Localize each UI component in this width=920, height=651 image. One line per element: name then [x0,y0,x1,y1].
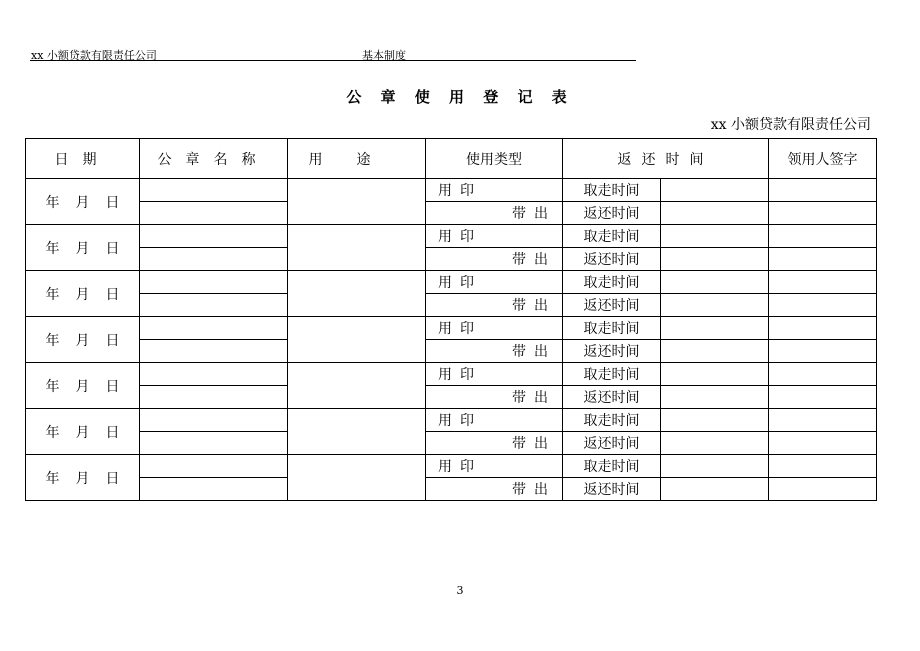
return-time-label: 返还时间 [563,478,661,501]
date-year-label: 年 [45,194,60,211]
seal-name-cell[interactable] [140,317,288,340]
table-row [26,317,877,340]
table-row [26,271,877,294]
table-row [26,478,877,501]
return-time-label: 返还时间 [563,340,661,363]
usage-type-takeout: 带出 [426,294,563,317]
usage-type-takeout: 带出 [426,248,563,271]
date-year-label: 年 [45,470,60,487]
seal-name-cell[interactable] [140,478,288,501]
return-time-value[interactable] [661,340,769,363]
take-time-value[interactable] [661,363,769,386]
date-month-label: 月 [75,194,90,211]
return-time-value[interactable] [661,202,769,225]
purpose-cell[interactable] [288,179,426,225]
take-time-label: 取走时间 [563,179,661,202]
table-row [26,225,877,248]
return-time-label: 返还时间 [563,202,661,225]
header-rule [30,60,636,61]
usage-type-takeout: 带出 [426,478,563,501]
usage-type-takeout: 带出 [426,340,563,363]
table-row [26,409,877,432]
col-return-time: 返还时间 [563,139,769,179]
date-month-label: 月 [75,378,90,395]
usage-type-stamp: 用印 [426,179,563,202]
table-row [26,386,877,409]
date-month-label: 月 [75,286,90,303]
usage-type-stamp: 用印 [426,363,563,386]
date-day-label: 日 [105,286,120,303]
take-time-value[interactable] [661,271,769,294]
seal-name-cell[interactable] [140,294,288,317]
purpose-cell[interactable] [288,455,426,501]
signature-cell[interactable] [769,248,877,271]
table-row [26,432,877,455]
seal-name-cell[interactable] [140,202,288,225]
date-cell[interactable] [26,225,140,271]
seal-name-cell[interactable] [140,363,288,386]
col-signature: 领用人签字 [769,139,877,179]
seal-name-cell[interactable] [140,179,288,202]
table-row [26,248,877,271]
seal-name-cell[interactable] [140,248,288,271]
page-title: 公 章 使 用 登 记 表 [346,88,574,106]
table-row [26,340,877,363]
date-year-label: 年 [45,424,60,441]
date-day-label: 日 [105,424,120,441]
take-time-value[interactable] [661,179,769,202]
take-time-label: 取走时间 [563,317,661,340]
date-year-label: 年 [45,240,60,257]
usage-type-takeout: 带出 [426,386,563,409]
take-time-value[interactable] [661,455,769,478]
table-row [26,202,877,225]
date-cell[interactable] [26,179,140,225]
table-header-row [26,139,877,179]
seal-name-cell[interactable] [140,432,288,455]
date-cell[interactable] [26,363,140,409]
usage-type-takeout: 带出 [426,432,563,455]
seal-usage-table [25,138,877,501]
seal-name-cell[interactable] [140,225,288,248]
date-cell[interactable] [26,271,140,317]
return-time-label: 返还时间 [563,248,661,271]
col-seal-name: 公章名称 [140,139,288,179]
signature-cell[interactable] [769,294,877,317]
date-year-label: 年 [45,286,60,303]
header-section: 基本制度 [362,49,406,62]
signature-cell[interactable] [769,363,877,386]
seal-name-cell[interactable] [140,271,288,294]
usage-type-stamp: 用印 [426,225,563,248]
usage-type-stamp: 用印 [426,271,563,294]
date-year-label: 年 [45,378,60,395]
take-time-label: 取走时间 [563,409,661,432]
table-body [26,179,877,501]
purpose-cell[interactable] [288,409,426,455]
date-cell[interactable] [26,455,140,501]
take-time-label: 取走时间 [563,271,661,294]
seal-name-cell[interactable] [140,340,288,363]
col-usage-type: 使用类型 [426,139,563,179]
take-time-label: 取走时间 [563,363,661,386]
signature-cell[interactable] [769,202,877,225]
return-time-value[interactable] [661,386,769,409]
date-cell[interactable] [26,317,140,363]
date-day-label: 日 [105,378,120,395]
date-month-label: 月 [75,240,90,257]
signature-cell[interactable] [769,317,877,340]
purpose-cell[interactable] [288,225,426,271]
date-day-label: 日 [105,240,120,257]
usage-type-stamp: 用印 [426,317,563,340]
date-cell[interactable] [26,409,140,455]
seal-name-cell[interactable] [140,455,288,478]
seal-name-cell[interactable] [140,386,288,409]
return-time-label: 返还时间 [563,294,661,317]
signature-cell[interactable] [769,478,877,501]
usage-type-takeout: 带出 [426,202,563,225]
table-row [26,179,877,202]
return-time-value[interactable] [661,432,769,455]
return-time-value[interactable] [661,478,769,501]
date-day-label: 日 [105,332,120,349]
page-number: 3 [456,584,464,597]
signature-cell[interactable] [769,432,877,455]
signature-cell[interactable] [769,225,877,248]
date-day-label: 日 [105,470,120,487]
take-time-value[interactable] [661,409,769,432]
purpose-cell[interactable] [288,271,426,317]
usage-type-stamp: 用印 [426,409,563,432]
header-company: xx 小额贷款有限责任公司 [31,49,157,62]
date-day-label: 日 [105,194,120,211]
signature-cell[interactable] [769,271,877,294]
return-time-value[interactable] [661,294,769,317]
return-time-label: 返还时间 [563,432,661,455]
table-row [26,455,877,478]
purpose-cell[interactable] [288,317,426,363]
signature-cell[interactable] [769,409,877,432]
take-time-label: 取走时间 [563,225,661,248]
date-month-label: 月 [75,424,90,441]
signature-cell[interactable] [769,386,877,409]
date-month-label: 月 [75,332,90,349]
return-time-label: 返还时间 [563,386,661,409]
col-date: 日期 [26,139,140,179]
company-line: xx 小额贷款有限责任公司 [710,117,871,133]
take-time-value[interactable] [661,225,769,248]
signature-cell[interactable] [769,340,877,363]
table-row [26,363,877,386]
date-month-label: 月 [75,470,90,487]
signature-cell[interactable] [769,179,877,202]
take-time-label: 取走时间 [563,455,661,478]
usage-type-stamp: 用印 [426,455,563,478]
col-purpose: 用途 [288,139,426,179]
take-time-value[interactable] [661,317,769,340]
purpose-cell[interactable] [288,363,426,409]
date-year-label: 年 [45,332,60,349]
table-row [26,294,877,317]
return-time-value[interactable] [661,248,769,271]
seal-name-cell[interactable] [140,409,288,432]
signature-cell[interactable] [769,455,877,478]
